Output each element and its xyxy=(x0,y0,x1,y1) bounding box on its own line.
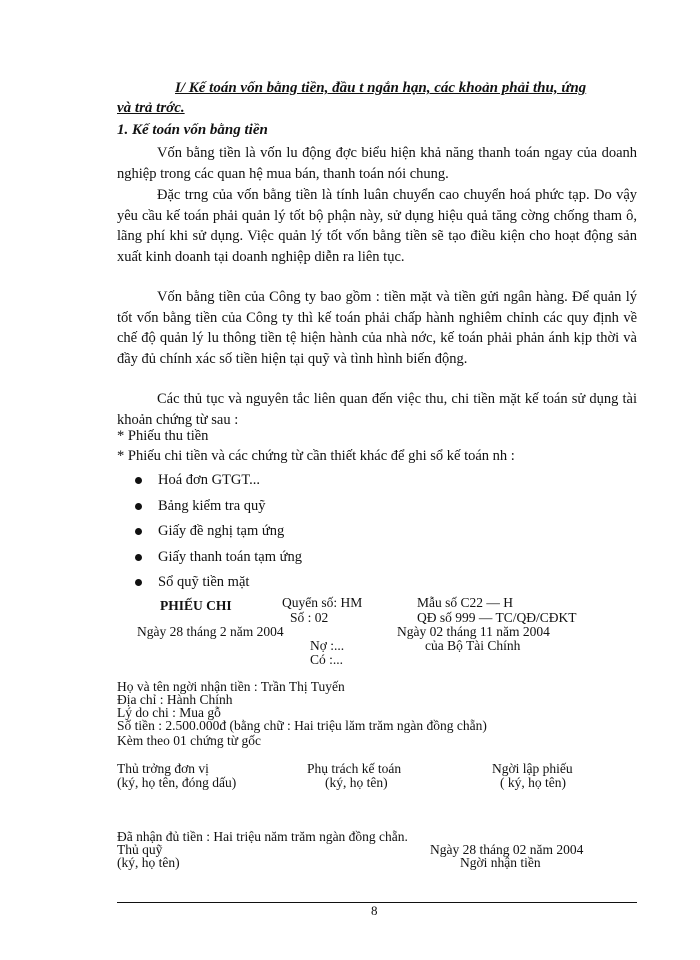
paragraph-4: Các thủ tục và nguyên tắc liên quan đến việc thu, chi tiền mặt kế toán sử dụng tài khoản chứng từ sau : xyxy=(117,391,637,428)
receiver-title: Ngời nhận tiền xyxy=(460,855,541,870)
voucher-book-number: Quyển số: HM xyxy=(282,595,363,610)
voucher-ministry: của Bộ Tài Chính xyxy=(425,638,521,653)
cashier-title: Thủ quỹ xyxy=(117,842,163,857)
voucher-recipient: Họ và tên ngời nhận tiền : Trần Thị Tuyến xyxy=(117,679,345,694)
subsection-title: 1. Kế toán vốn bằng tiền xyxy=(117,122,268,138)
bullet-icon xyxy=(135,554,142,561)
voucher-date: Ngày 28 tháng 2 năm 2004 xyxy=(137,624,284,639)
voucher-credit: Có :... xyxy=(310,652,344,667)
page-number: 8 xyxy=(371,903,378,918)
bullet-icon xyxy=(135,579,142,586)
received-full-text: Đã nhận đủ tiền : Hai triệu năm trăm ngàn đồng chẵn. xyxy=(117,829,408,844)
bullet-icon xyxy=(135,528,142,535)
bullet-icon xyxy=(135,503,142,510)
signature-preparer-title: Ngời lập phiếu xyxy=(492,761,573,776)
voucher-attachments: Kèm theo 01 chứng từ gốc xyxy=(117,733,261,748)
voucher-number: Số : 02 xyxy=(290,610,329,625)
signature-head-note: (ký, họ tên, đóng dấu) xyxy=(117,775,237,790)
signature-head-title: Thủ trởng đơn vị xyxy=(117,761,209,776)
voucher-address: Địa chỉ : Hành Chính xyxy=(117,692,233,707)
section-heading-line-2: và trả trớc. xyxy=(117,100,185,116)
paragraph-3: Vốn bằng tiền của Công ty bao gồm : tiền mặt và tiền gửi ngân hàng. Để quản lý tốt vốn bằng tiền của Công ty thì kế toán phải chấp hành nghiêm chỉnh các quy định về chế độ quản lý lu thông tiền tệ hiện hành của nhà nớc, kế toán phải phản ánh kịp thời và đầy đủ chính xác số tiền hiện tại quỹ và tình hình biến động. xyxy=(117,289,637,367)
voucher-decision-date: Ngày 02 tháng 11 năm 2004 xyxy=(397,624,550,639)
paragraph-2: Đặc trng của vốn bằng tiền là tính luân chuyển cao chuyển hoá phức tạp. Do vậy yêu cầu kế toán phải quản lý tốt bộ phận này, sử dụng hiệu quả tăng cờng chống tham ô, lãng phí khi sử dụng. Việc quản lý tốt vốn bằng tiền sẽ tạo điều kiện cho hoạt động sản xuất kinh doanh tại doanh nghiệp diễn ra liên tục. xyxy=(117,187,637,265)
voucher-amount: Số tiền : 2.500.000đ (bằng chữ : Hai triệu lăm trăm ngàn đồng chẵn) xyxy=(117,718,487,733)
list-item: Giấy đề nghị tạm ứng xyxy=(132,519,302,545)
document-list xyxy=(132,468,302,596)
paragraph-1: Vốn bằng tiền là vốn lu động đợc biểu hiện khả năng thanh toán ngay của doanh nghiệp trong các quan hệ mua bán, thanh toán nói chung. xyxy=(117,145,637,182)
signature-accountant-note: (ký, họ tên) xyxy=(325,775,388,790)
received-date: Ngày 28 tháng 02 năm 2004 xyxy=(430,842,584,857)
list-item: Hoá đơn GTGT... xyxy=(132,468,302,494)
star-item-receipt: * Phiếu thu tiền xyxy=(117,428,209,444)
signature-preparer-note: ( ký, họ tên) xyxy=(500,775,566,790)
voucher-form-code: Mẫu số C22 — H xyxy=(417,595,514,610)
cashier-note: (ký, họ tên) xyxy=(117,855,180,870)
list-item: Sổ quỹ tiền mặt xyxy=(132,570,302,596)
section-heading-line-1: I/ Kế toán vốn bằng tiền, đầu t ngắn hạn, các khoản phải thu, ứng xyxy=(175,80,587,96)
voucher-decision: QĐ số 999 — TC/QĐ/CĐKT xyxy=(417,610,577,625)
signature-accountant-title: Phụ trách kế toán xyxy=(307,761,402,776)
star-item-payment: * Phiếu chi tiền và các chứng từ cần thiết khác để ghi sổ kế toán nh : xyxy=(117,448,515,464)
list-item: Bảng kiểm tra quỹ xyxy=(132,494,302,520)
bullet-icon xyxy=(135,477,142,484)
voucher-debit: Nợ :... xyxy=(310,638,345,653)
voucher-title: PHIẾU CHI xyxy=(160,598,232,613)
list-item: Giấy thanh toán tạm ứng xyxy=(132,545,302,571)
voucher-reason: Lý do chi : Mua gỗ xyxy=(117,705,221,720)
